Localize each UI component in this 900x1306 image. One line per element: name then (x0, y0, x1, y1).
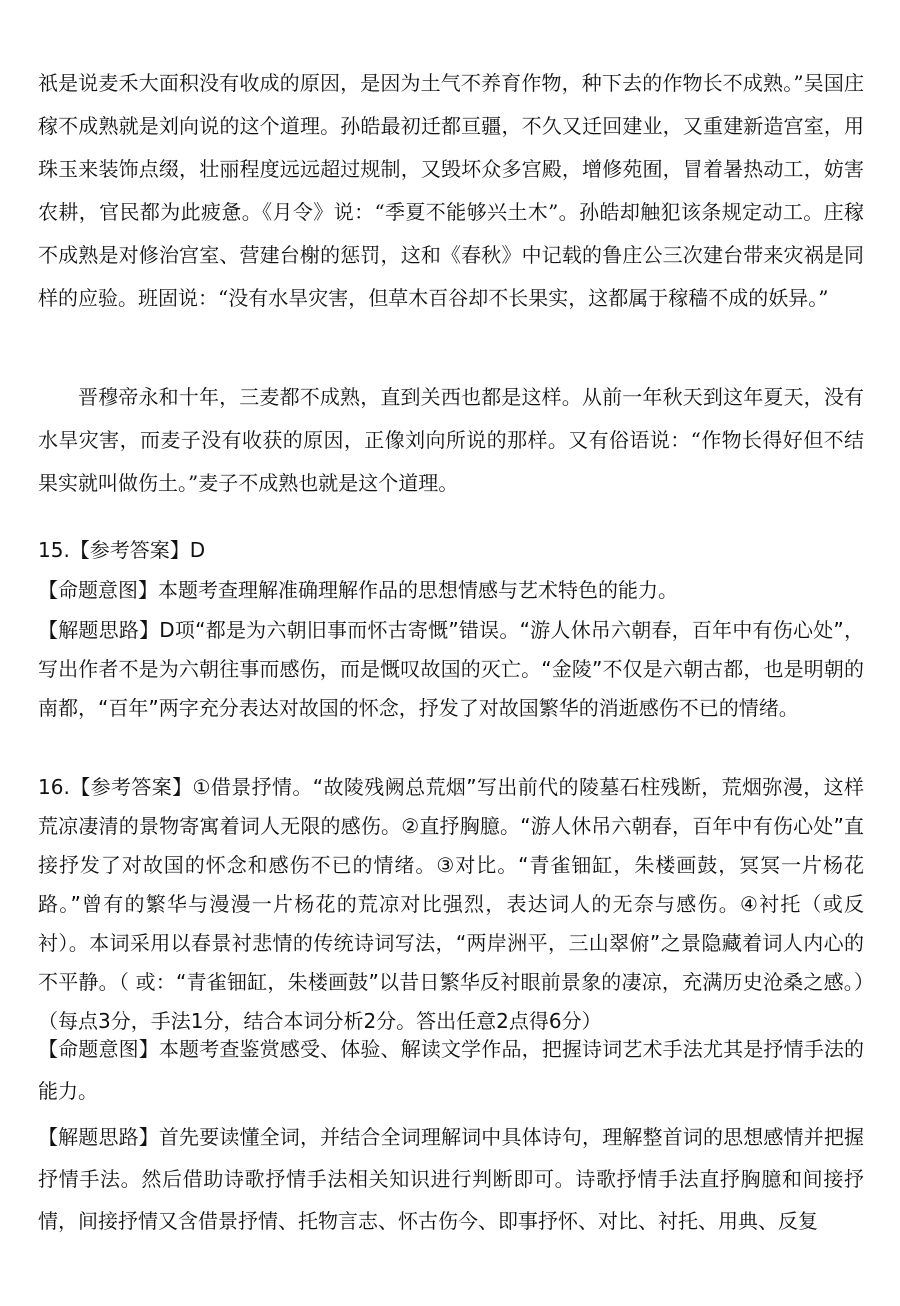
translation-paragraph-1: 祇是说麦禾大面积没有收成的原因，是因为土气不养育作物，种下去的作物长不成熟。”吴国庄稼不成熟就是刘向说的这个道理。孙皓最初迁都亘疆，不久又迁回建业，又重建新造宫室，用珠玉来装饰点缀，壮丽程度远远超过规制，又毁坏众多宫殿，增修苑囿，冒着暑热动工，妨害农耕，官民都为此疲惫。《月令》说：“季夏不能够兴土木”。孙皓却触犯该条规定动工。庄稼不成熟是对修治宫室、营建台榭的惩罚，这和《春秋》中记载的鲁庄公三次建台带来灾祸是同样的应验。班固说：“没有水旱灾害，但草木百谷却不长果实，这都属于稼穑不成的妖异。” (38, 71, 864, 310)
q15-intent: 【命题意图】本题考查理解准确理解作品的思想情感与艺术特色的能力。 (38, 578, 678, 602)
q15-analysis: 【解题思路】D项“都是为六朝旧事而怀古寄慨”错误。“游人休吊六朝春，百年中有伤心处”，写出作者不是为六朝往事而感伤，而是慨叹故国的灭亡。“金陵”不仅是六朝古都，也是明朝的南都，“百年”两字充分表达对故国的怀念，抒发了对故国繁华的消逝感伤不已的情绪。 (38, 618, 864, 720)
translation-paragraph-2: 晋穆帝永和十年，三麦都不成熟，直到关西也都是这样。从前一年秋天到这年夏天，没有水旱灾害，而麦子没有收获的原因，正像刘向所说的那样。又有俗语说：“作物长得好但不结果实就叫做伤土。”麦子不成熟也就是这个道理。 (38, 385, 864, 495)
q16-analysis: 【解题思路】首先要读懂全词，并结合全词理解词中具体诗句，理解整首词的思想感情并把握抒情手法。然后借助诗歌抒情手法相关知识进行判断即可。诗歌抒情手法直抒胸臆和间接抒情，间接抒情又含借景抒情、托物言志、怀古伤今、即事抒怀、对比、衬托、用典、反复 (38, 1125, 864, 1233)
q16-intent: 【命题意图】本题考查鉴赏感受、体验、解读文学作品，把握诗词艺术手法尤其是抒情手法的能力。 (38, 1037, 864, 1103)
q16-answer: 16.【参考答案】①借景抒情。“故陵残阙总荒烟”写出前代的陵墓石柱残断，荒烟弥漫，这样荒凉凄清的景物寄寓着词人无限的感伤。②直抒胸臆。“游人休吊六朝春，百年中有伤心处”直接抒发了对故国的怀念和感伤不已的情绪。③对比。“青雀钿缸，朱楼画鼓，冥冥一片杨花路。”曾有的繁华与漫漫一片杨花的荒凉对比强烈，表达词人的无奈与感伤。④衬托（或反衬）。本词采用以春景衬悲情的传统诗词写法，“两岸洲平，三山翠俯”之景隐藏着词人内心的不平静。（ 或：“青雀钿缸，朱楼画鼓”以昔日繁华反衬眼前景象的凄凉，充满历史沧桑之感。）（每点3分，手法1分，结合本词分析2分。答出任意2点得6分） (38, 775, 864, 1033)
q15-answer: 15.【参考答案】D (38, 538, 206, 562)
